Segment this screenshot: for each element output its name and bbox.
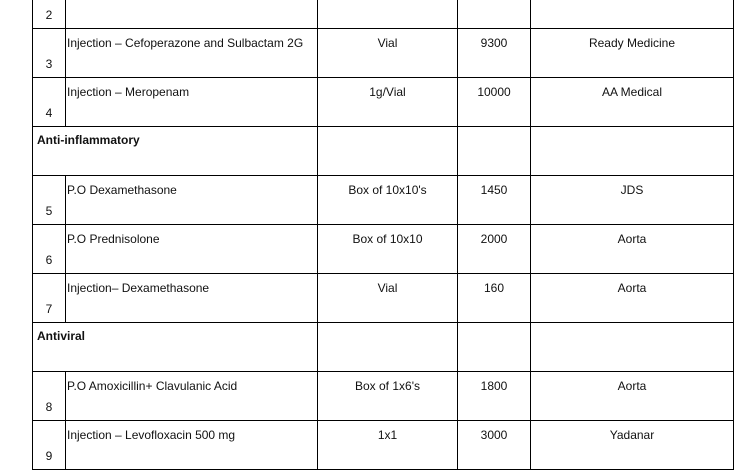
table-row <box>33 225 734 274</box>
unit: 1x1 <box>318 421 458 470</box>
item-name: Injection– Dexamethasone <box>66 274 318 323</box>
supplier: Aorta <box>531 225 734 274</box>
item-name: P.O Dexamethasone <box>66 176 318 225</box>
supplier: AA Medical <box>531 78 734 127</box>
price: 9300 <box>458 29 531 78</box>
price-cell <box>458 127 531 176</box>
table-row <box>33 176 734 225</box>
item-name: P.O Prednisolone <box>66 225 318 274</box>
category-row <box>33 323 734 372</box>
table-row <box>33 421 734 470</box>
item-cell <box>66 0 318 29</box>
table-row <box>33 274 734 323</box>
table-row <box>33 78 734 127</box>
row-number: 9 <box>33 421 66 470</box>
table-row <box>33 29 734 78</box>
unit: 1g/Vial <box>318 78 458 127</box>
supplier: Ready Medicine <box>531 29 734 78</box>
price: 160 <box>458 274 531 323</box>
unit-cell <box>318 0 458 29</box>
unit: Vial <box>318 274 458 323</box>
row-number: 2 <box>33 0 66 29</box>
row-number: 6 <box>33 225 66 274</box>
price: 10000 <box>458 78 531 127</box>
table-row <box>33 0 734 29</box>
table-row <box>33 372 734 421</box>
supplier: JDS <box>531 176 734 225</box>
item-name: Injection – Cefoperazone and Sulbactam 2G <box>66 29 318 78</box>
row-number: 8 <box>33 372 66 421</box>
price-cell <box>458 323 531 372</box>
item-name: Injection – Levofloxacin 500 mg <box>66 421 318 470</box>
unit: Vial <box>318 29 458 78</box>
category-row <box>33 127 734 176</box>
category-label: Anti-inflammatory <box>33 127 318 176</box>
row-number: 3 <box>33 29 66 78</box>
price: 1800 <box>458 372 531 421</box>
unit: Box of 10x10's <box>318 176 458 225</box>
price-cell <box>458 0 531 29</box>
supplier-cell <box>531 127 734 176</box>
item-name: P.O Amoxicillin+ Clavulanic Acid <box>66 372 318 421</box>
unit: Box of 1x6's <box>318 372 458 421</box>
unit-cell <box>318 323 458 372</box>
category-label: Antiviral <box>33 323 318 372</box>
item-name: Injection – Meropenam <box>66 78 318 127</box>
row-number: 5 <box>33 176 66 225</box>
supplier-cell <box>531 0 734 29</box>
supplier: Yadanar <box>531 421 734 470</box>
price: 2000 <box>458 225 531 274</box>
supplier: Aorta <box>531 274 734 323</box>
supplier-cell <box>531 323 734 372</box>
row-number: 4 <box>33 78 66 127</box>
unit: Box of 10x10 <box>318 225 458 274</box>
row-number: 7 <box>33 274 66 323</box>
price: 1450 <box>458 176 531 225</box>
unit-cell <box>318 127 458 176</box>
medicine-price-table <box>32 0 734 470</box>
price: 3000 <box>458 421 531 470</box>
supplier: Aorta <box>531 372 734 421</box>
